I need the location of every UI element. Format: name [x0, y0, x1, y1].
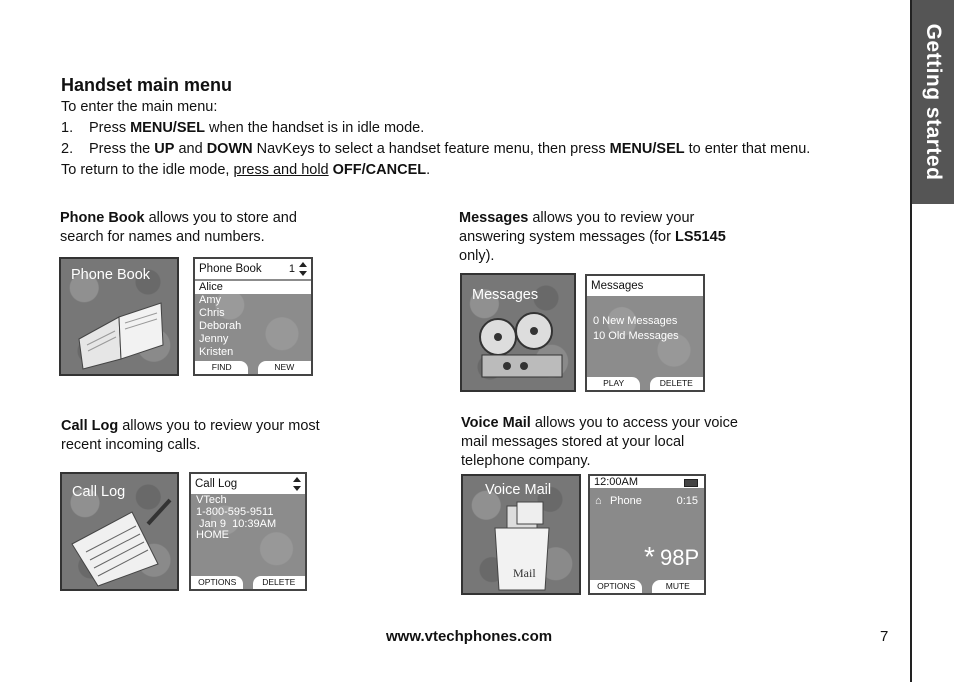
messages-screen: [585, 274, 705, 392]
phonebook-tile-title: Phone Book: [71, 267, 151, 283]
messages-tile-title: Messages: [472, 287, 539, 303]
key-name: UP: [154, 141, 175, 157]
battery-icon: [684, 479, 698, 487]
star-icon: *: [644, 541, 655, 572]
return-text: .: [426, 162, 431, 178]
options-softkey[interactable]: OPTIONS: [191, 576, 243, 589]
step-2: [61, 139, 810, 160]
mailbag-label: Mail: [513, 566, 536, 580]
step-text: Press: [89, 120, 131, 136]
feature-text: allows you to store and search for names and numbers.: [60, 210, 297, 245]
dialed-digits: 98P: [660, 545, 700, 570]
intro-text: To enter the main menu:: [61, 99, 218, 115]
step-number: 2.: [61, 141, 74, 157]
model-name: LS5145: [674, 229, 726, 245]
step-number: 1.: [61, 120, 74, 136]
return-text: To return to the idle mode,: [61, 162, 234, 178]
scroll-arrows-icon: [299, 261, 308, 277]
clock-time: 12:00AM: [594, 476, 639, 488]
phonebook-tile: [59, 257, 179, 376]
call-type: HOME: [196, 529, 229, 541]
messages-tile: [460, 273, 576, 392]
phonebook-entry[interactable]: Jenny: [199, 333, 229, 345]
caller-name: VTech: [196, 494, 227, 506]
call-timer: 0:15: [676, 495, 698, 507]
scroll-arrows-icon: [293, 476, 302, 492]
phonebook-entry[interactable]: Kristen: [199, 346, 234, 358]
delete-softkey[interactable]: DELETE: [650, 377, 703, 390]
calllog-screen: [189, 472, 307, 591]
step-text: when the handset is in idle mode.: [205, 120, 425, 136]
home-icon: ⌂: [595, 495, 602, 507]
messages-screen-title: Messages: [587, 276, 703, 296]
footer-url: www.vtechphones.com: [386, 628, 553, 645]
options-softkey[interactable]: OPTIONS: [590, 580, 642, 593]
phonebook-description: [60, 209, 320, 247]
voicemail-tile: [461, 474, 581, 595]
voicemail-tile-title: Voice Mail: [485, 482, 552, 498]
mute-softkey[interactable]: MUTE: [652, 580, 704, 593]
new-softkey[interactable]: NEW: [258, 361, 311, 374]
calllog-screen-title: Call Log: [191, 474, 305, 494]
feature-name: Messages: [459, 210, 529, 226]
phonebook-screen-title: Phone Book: [195, 259, 311, 279]
caller-number: 1-800-595-9511: [196, 506, 274, 518]
delete-softkey[interactable]: DELETE: [253, 576, 305, 589]
old-messages-count: 10 Old Messages: [593, 330, 679, 342]
phone-label: Phone: [610, 495, 642, 507]
voicemail-screen: [588, 474, 706, 595]
calllog-description: [61, 417, 351, 455]
section-tab: [912, 0, 954, 204]
phonebook-entry[interactable]: Amy: [199, 294, 221, 306]
feature-name: Call Log: [61, 418, 119, 434]
calllog-tile: [60, 472, 179, 591]
phonebook-screen: [193, 257, 313, 376]
new-messages-count: 0 New Messages: [593, 315, 678, 327]
step-text: NavKeys to select a handset feature menu, then press: [252, 141, 610, 157]
step-text: to enter that menu.: [684, 141, 811, 157]
return-underlined: press and hold: [233, 162, 329, 178]
page-heading: Handset main menu: [61, 75, 233, 95]
phonebook-entry[interactable]: Deborah: [199, 320, 242, 332]
feature-text: allows you to review your answering system messages (for: [459, 210, 695, 245]
step-1: [61, 118, 424, 139]
key-name: MENU/SEL: [130, 120, 206, 136]
phonebook-entry-selected[interactable]: Alice: [195, 281, 311, 294]
key-name: MENU/SEL: [609, 141, 685, 157]
call-time: Jan 9 10:39AM: [196, 518, 277, 530]
step-text: and: [174, 141, 207, 157]
feature-text: allows you to review your most recent incoming calls.: [61, 418, 320, 453]
page-number: 7: [880, 628, 889, 645]
section-tab-label: Getting started: [922, 23, 945, 181]
key-name: DOWN: [206, 141, 253, 157]
voicemail-description: [461, 414, 751, 471]
phonebook-counter: 1: [288, 263, 295, 275]
feature-name: Voice Mail: [461, 415, 531, 431]
calllog-tile-title: Call Log: [72, 484, 126, 500]
key-name: OFF/CANCEL: [332, 162, 427, 178]
messages-description: [459, 209, 749, 266]
find-softkey[interactable]: FIND: [195, 361, 248, 374]
feature-text: only).: [459, 248, 495, 264]
feature-name: Phone Book: [60, 210, 145, 226]
phonebook-entry[interactable]: Chris: [199, 307, 225, 319]
step-text: Press the: [89, 141, 155, 157]
return-instruction: [61, 160, 430, 181]
feature-text: allows you to access your voice mail messages stored at your local telephone company.: [461, 415, 738, 469]
play-softkey[interactable]: PLAY: [587, 377, 640, 390]
